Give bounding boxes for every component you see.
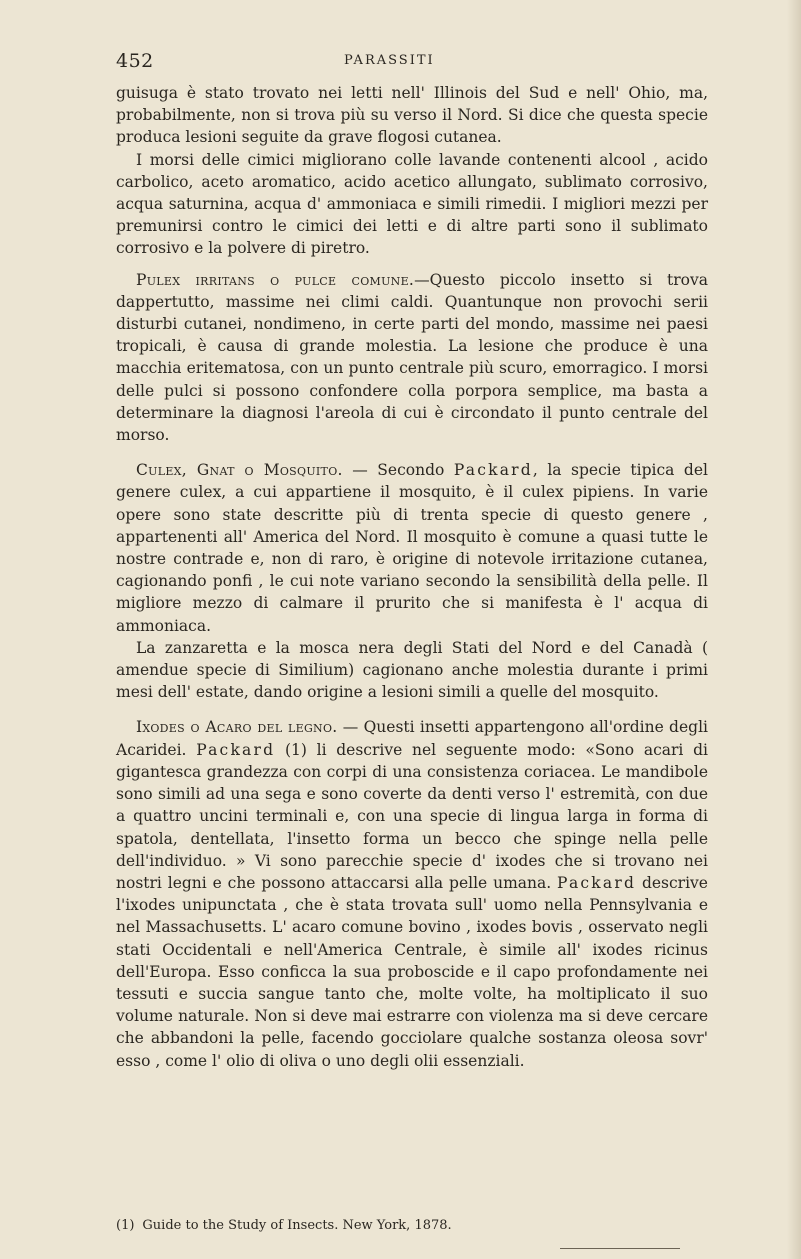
footnote-text: Guide to the Study of Insects. New York, 1878. <box>142 1218 452 1233</box>
paragraph-culex-body: , la specie tipica del genere culex, a cui appartiene il mosquito, è il culex pipiens. In varie opere sono state descritte più di trenta specie di questo genere , appartenenti all' America del Nord. Il mosquito è comune a quasi tutte le nostre contrade e, non di raro, è origine di notevole irritazione cutanea, cagionando ponfi , le cui note variano secondo la sensibilità della pelle. Il migliore mezzo di calmare il prurito che si manifesta è l' acqua di ammoniaca. <box>116 461 708 635</box>
body-text <box>116 82 708 1072</box>
footer-rule <box>560 1248 680 1249</box>
page-number: 452 <box>116 50 154 72</box>
author-packard-2: Packard <box>557 873 637 892</box>
paragraph-pulex-body: —Questo piccolo insetto si trova dappertutto, massime nei climi caldi. Quantunque non provochi serii disturbi cutanei, nondimeno, in certe parti del mondo, massime nei paesi tropicali, è causa di grande molestia. La lesione che produce è una macchia eritematosa, con un punto centrale più scuro, emorragico. I morsi delle pulci si possono confondere colla porpora semplice, ma basta a determinare la diagnosi l'areola di cui è circondato il punto centrale del morso. <box>116 270 708 445</box>
paragraph-bedbug-remedies: I morsi delle cimici migliorano colle lavande contenenti alcool , acido carbolico, aceto aromatico, acido acetico allungato, sublimato corrosivo, acqua saturnina, acqua d' ammoniaca e simili rimedii. I migliori mezzi per premunirsi contro le cimici dei letti e di altre parti sono il sublimato corrosivo e la polvere di piretro. <box>116 150 708 258</box>
section-heading-culex: Culex, Gnat o Mosquito. <box>136 461 343 480</box>
paragraph-pulex <box>116 269 708 447</box>
running-head <box>116 50 708 76</box>
paragraph-ixodes <box>116 716 708 1071</box>
paragraph-continuation: guisuga è stato trovato nei letti nell' Illinois del Sud e nell' Ohio, ma, probabilmente, non si trova più su verso il Nord. Si dice che questa specie produca lesioni seguite da grave flogosi cutanea. <box>116 84 708 147</box>
footnote-mark: (1) <box>116 1218 135 1233</box>
paragraph-culex <box>116 459 708 637</box>
paragraph-culex-pre: — Secondo <box>342 461 454 480</box>
page-edge-shadow <box>787 0 801 1259</box>
section-heading-pulex: Pulex irritans o pulce comune. <box>136 270 415 289</box>
paragraph-ixodes-rest: descrive l'ixodes unipunctata , che è stata trovata sull' uomo nella Pennsylvania e nel Massachusetts. L' acaro comune bovino , ixodes bovis , osservato negli stati Occidentali e nell'America Centrale, è simile all' ixodes ricinus dell'Europa. Esso conficca la sua proboscide e il capo profondamente nei tessuti e succia sangue tanto che, molte volte, ha moltiplicato il suo volume naturale. Non si deve mai estrarre con violenza ma si deve cercare che abbandoni la pelle, facendo gocciolare qualche sostanza oleosa sovr' esso , come l' olio di oliva o uno degli olii essenziali. <box>116 873 708 1070</box>
paragraph-ixodes-pre: — Questi insetti appartengono all'ordine degli Acaridei. <box>116 718 708 759</box>
running-title: PARASSITI <box>344 53 435 68</box>
author-packard-1: Packard <box>196 740 276 759</box>
section-heading-ixodes: Ixodes o Acaro del legno. <box>136 718 338 737</box>
footnote <box>116 1217 708 1235</box>
paragraph-ixodes-mid: (1) li descrive nel seguente modo: «Sono acari di gigantesca grandezza con corpi di una consistenza coriacea. Le mandibole sono simili ad una sega e sono coverte da denti verso l' estremità, con due a quattro uncini terminali e, con una specie di lingua larga in forma di spatola, dentellata, l'insetto forma un becco che spinge nella pelle dell'individuo. » Vi sono parecchie specie d' ixodes che si trovano nei nostri legni e che possono attaccarsi alla pelle umana. <box>116 740 708 892</box>
author-packard: Packard <box>453 461 533 480</box>
paragraph-similium: La zanzaretta e la mosca nera degli Stati del Nord e del Canadà ( amendue specie di Similium) cagionano anche molestia durante i primi mesi dell' estate, dando origine a lesioni simili a quelle del mosquito. <box>116 638 708 702</box>
